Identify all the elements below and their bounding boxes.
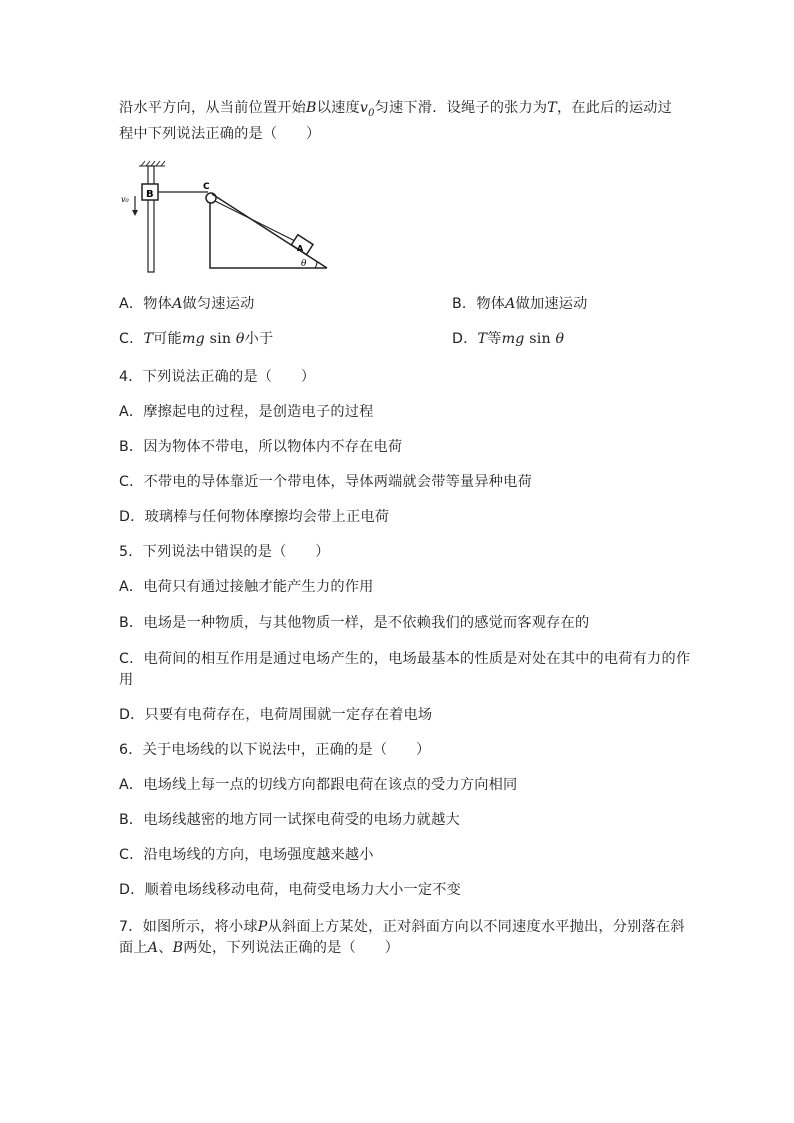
q3-option-c: C．T可能mg sin θ小于 xyxy=(119,331,274,347)
q3-option-d: D．T等mg sin θ xyxy=(452,331,565,347)
theta-arc xyxy=(315,262,317,268)
q3-figure xyxy=(119,158,334,274)
rope-incline xyxy=(215,201,297,242)
q7-stem-line1: 7．如图所示，将小球P从斜面上方某处，正对斜面方向以不同速度水平抛出，分别落在斜 xyxy=(119,919,685,935)
incline-surface xyxy=(212,194,327,268)
vertical-pole xyxy=(148,166,154,272)
q3-stem-line1 xyxy=(119,99,672,123)
q5-option-b: B．电场是一种物质，与其他物质一样，是不依赖我们的感觉而客观存在的 xyxy=(119,615,590,631)
q5-option-c-line1: C．电荷间的相互作用是通过电场产生的，电场最基本的性质是对处在其中的电荷有力的作 xyxy=(119,651,691,667)
q6-option-b: B．电场线越密的地方同一试探电荷受的电场力就越大 xyxy=(119,812,460,828)
q5-option-c-line2: 用 xyxy=(119,672,134,688)
q3-var-v0: $v_0$ xyxy=(359,100,375,119)
ceiling-hatch xyxy=(139,161,165,166)
q6-option-d: D．顺着电场线移动电荷，电荷受电场力大小一定不变 xyxy=(119,882,462,898)
q3-text: 匀速下滑．设绳子的张力为 xyxy=(374,100,548,116)
block-b-label: B xyxy=(146,189,154,200)
v0-label: v₀ xyxy=(121,195,129,204)
q3-var-t: T xyxy=(547,100,557,116)
q5-option-d: D．只要有电荷存在，电荷周围就一定存在着电场 xyxy=(119,707,433,723)
q3-text: 以速度 xyxy=(316,100,360,116)
q3-option-a: A．物体A做匀速运动 xyxy=(119,296,255,312)
q7-stem-line2: 面上A、B两处，下列说法正确的是（ ） xyxy=(119,940,400,956)
q3-var-b: B xyxy=(306,100,317,116)
q6-stem: 6．关于电场线的以下说法中，正确的是（ ） xyxy=(119,742,431,758)
q6-option-c: C．沿电场线的方向，电场强度越来越小 xyxy=(119,847,374,863)
q3-text: 沿水平方向，从当前位置开始 xyxy=(119,100,307,116)
pulley-c-label: C xyxy=(203,182,210,192)
q3-stem-line2: 程中下列说法正确的是（ ） xyxy=(119,126,321,142)
block-a-label: A xyxy=(297,244,304,253)
theta-label: θ xyxy=(301,259,307,269)
q5-stem: 5．下列说法中错误的是（ ） xyxy=(119,544,330,560)
q4-option-c: C．不带电的导体靠近一个带电体，导体两端就会带等量异种电荷 xyxy=(119,474,532,490)
q6-option-a: A．电场线上每一点的切线方向都跟电荷在该点的受力方向相同 xyxy=(119,777,518,793)
q5-option-a: A．电荷只有通过接触才能产生力的作用 xyxy=(119,579,374,595)
q4-option-d: D．玻璃棒与任何物体摩擦均会带上正电荷 xyxy=(119,509,390,525)
q3-option-b: B．物体A做加速运动 xyxy=(452,296,588,312)
q4-option-b: B．因为物体不带电，所以物体内不存在电荷 xyxy=(119,439,403,455)
q4-stem: 4．下列说法正确的是（ ） xyxy=(119,369,316,385)
pulley-c xyxy=(206,193,216,203)
q3-text: ，在此后的运动过 xyxy=(556,100,673,116)
q4-option-a: A．摩擦起电的过程，是创造电子的过程 xyxy=(119,404,374,420)
incline-triangle xyxy=(210,203,327,268)
